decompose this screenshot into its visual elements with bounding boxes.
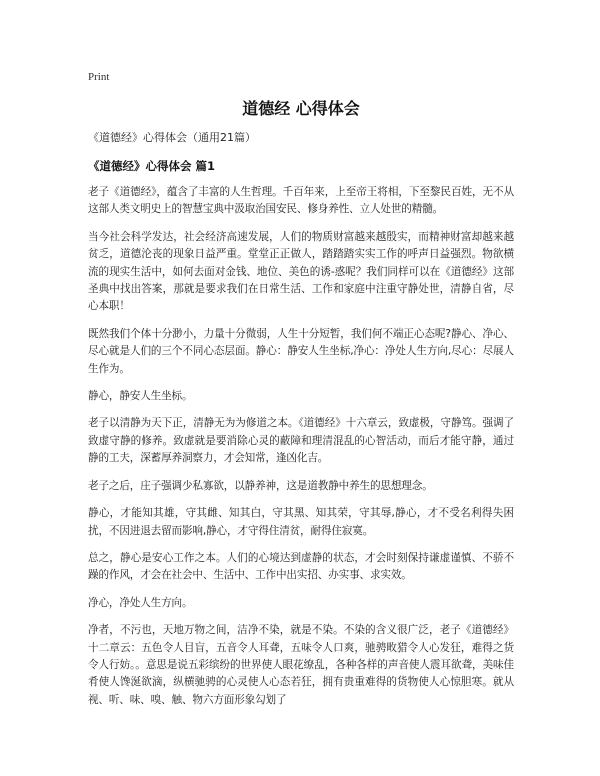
paragraph-7: 静心，才能知其雄，守其雌、知其白，守其黑、知其荣，守其辱,静心，才不受名利得失困扰，不因进退去留而影响,静心，才守得住清贫，耐得住寂寞。 <box>88 507 514 537</box>
section-heading: 《道德经》心得体会 篇1 <box>88 159 216 173</box>
paragraph-8: 总之，静心是安心工作之本。人们的心境达到虚静的状态，才会时刻保持谦虚谨慎、不骄不躁的作风，才会在社会中、生活中、工作中出实招、办实事、求实效。 <box>88 551 514 582</box>
paragraph-9: 净心，净处人生方向。 <box>88 596 193 609</box>
document-subtitle: 《道德经》心得体会（通用21篇） <box>88 131 256 144</box>
paragraph-4: 静心，静安人生坐标。 <box>88 390 193 403</box>
page-title: 道德经 心得体会 <box>242 99 360 118</box>
print-link[interactable]: Print <box>88 71 110 83</box>
paragraph-5: 老子以清静为天下正，清静无为为修道之本。《道德经》十六章云，致虚极，守静笃。强调了致虚守静的修养。致虚就是要消除心灵的蔽障和理清混乱的心智活动，而后才能守静，通过静的工夫，深蓄厚养洞察力，才会知常，逢凶化吉。 <box>88 417 514 465</box>
document-page <box>88 70 514 719</box>
paragraph-3: 既然我们个体十分渺小，力量十分微弱，人生十分短暂，我们何不端正心态呢?静心、净心、尽心就是人们的三个不同心态层面。静心：静安人生坐标,净心：净处人生方向,尽心：尽展人生作为。 <box>88 327 514 375</box>
paragraph-1: 老子《道德经》，蕴含了丰富的人生哲理。千百年来，上至帝王将相，下至黎民百姓，无不从这部人类文明史上的智慧宝典中汲取治国安民、修身养性、立人处世的精髓。 <box>88 186 514 216</box>
paragraph-10: 净者，不污也，天地万物之间，洁净不染，就是不染。不染的含义很广泛，老子《道德经》十二章云：五色令人目盲，五音令人耳聋，五味令人口爽，驰骋畋猎令人心发狂，难得之货令人行妨。。意思是说五彩缤纷的世界使人眼花缭乱，各种各样的声音使人震耳欲聋，美味佳肴使人馋涎欲滴，纵横驰骋的心灵使人心态若狂，拥有贵重难得的货物使人心惊胆寒。就从视、听、味、嗅、触、物六方面形象勾划了 <box>88 624 514 706</box>
paragraph-2: 当今社会科学发达，社会经济高速发展，人们的物质财富越来越殷实，而精神财富却越来越贫乏，道德沦丧的现象日益严重。堂堂正正做人，踏踏踏实实工作的呼声日益强烈。物欲横流的现实生活中，如何去面对金钱、地位、美色的诱-惑呢？我们同样可以在《道德经》这部圣典中找出答案，那就是要求我们在日常生活、工作和家庭中注重守静处世，清静自省，尽心本职！ <box>88 230 514 313</box>
paragraph-6: 老子之后，庄子强调少私寡欲，以静养神，这是道教静中养生的思想理念。 <box>88 479 433 492</box>
